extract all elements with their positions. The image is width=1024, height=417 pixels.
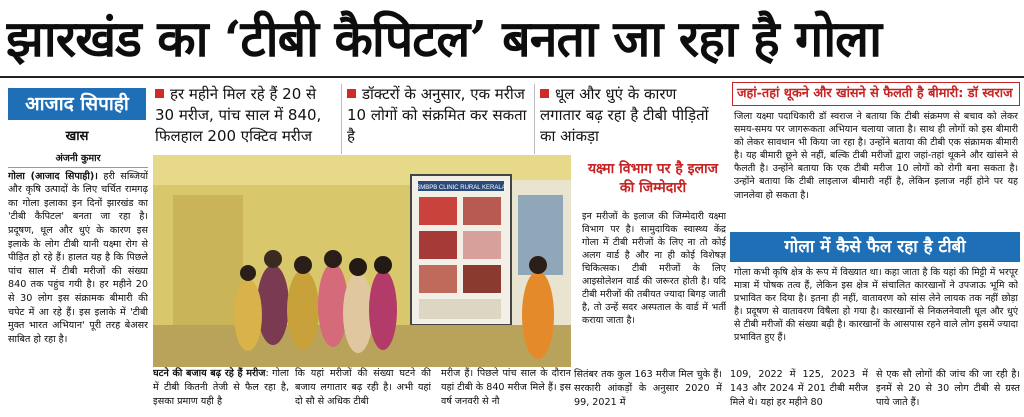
- dateline: गोला (आजाद सिपाही)।: [8, 170, 98, 182]
- highlight-1: [155, 84, 337, 156]
- caption-column-3: मरीज हैं। पिछले पांच साल के दौरान यहां टीबी के 840 मरीज मिले हैं। इस वर्ष जनवरी से नौ: [441, 368, 571, 407]
- highlight-2-text: डॉक्टरों के अनुसार, एक मरीज 10 लोगों को संक्रमित कर सकता है: [347, 85, 527, 145]
- right-paragraph-2: गोला कभी कृषि क्षेत्र के रूप में विख्यात था। कहा जाता है कि यहां की मिट्टी में भरपूर मात्रा में पोषक तत्व हैं, लेकिन इस क्षेत्र में संचालित कारखानों ने उपजाऊ भूमि को प्रभावित कर दिया है। इतना ही नहीं, वातावरण को सांस लेने लायक तक नहीं छोड़ा है। प्रदूषण से वातावरण विषैला हो गया है। कारखानों से निकलनेवाली धूल और धुएं से टीबी मरीजों की संख्या बढ़ी है। कारखानों के आसपास रहने वाले लोग इसमें ज्यादा प्रभावित हुए हैं।: [734, 267, 1018, 344]
- bottom-column-3: से एक सौ लोगों की जांच की जा रही है। इनमें से 20 से 30 लोग टीबी से ग्रस्त पाये जाते हैं।: [876, 369, 1020, 408]
- right-paragraph-1: जिला यक्ष्मा पदाधिकारी डॉ स्वराज ने बताया कि टीबी संक्रमण से बचाव को लेकर समय-समय पर जागरूकता अभियान चलाया जाता है। साथ ही लोगों को इस बीमारी को लेकर सावधान भी किया जा रहा है। उन्होंने बताया की टीबी एक संक्रामक बीमारी है। यह बीमारी छूने से नहीं, बल्कि टीबी मरीजों द्वारा जहां-तहां थूकने और खांसने से फैलती है। उन्होंने बताया कि एक टीबी मरीज 10 लोगों को रोगी बना सकता है। उन्होंने बताया कि टीबी लाइलाज बीमारी नहीं है, लेकिन इलाज नहीं होने पर यह जानलेवा हो सकता है।: [734, 111, 1018, 201]
- bottom-column-1: सितंबर तक कुल 163 मरीज मिल चुके हैं। सरकारी आंकड़ों के अनुसार 2020 में 99, 2021 में: [574, 369, 722, 408]
- highlight-2: [347, 84, 529, 156]
- highlight-3-text: धूल और धुएं के कारण लगातार बढ़ रहा है टीबी पीड़ितों का आंकड़ा: [540, 85, 709, 145]
- highlight-3: [540, 84, 722, 156]
- bottom-columns: [574, 368, 1024, 417]
- photo-caption: [153, 367, 571, 417]
- sidebar-title: यक्ष्मा विभाग पर है इलाज की जिम्मेदारी: [587, 161, 719, 196]
- caption-column-1: [153, 367, 289, 417]
- author-name: अंजनी कुमार: [8, 152, 148, 168]
- right-banner: गोला में कैसे फैल रहा है टीबी: [730, 232, 1020, 262]
- divider: [534, 84, 535, 154]
- highlight-1-text: हर महीने मिल रहे हैं 20 से 30 मरीज, पांच साल में 840, फिलहाल 200 एक्टिव मरीज: [155, 85, 322, 145]
- right-subheadline: जहां-तहां थूकने और खांसने से फैलती है बीमारी: डॉ स्वराज: [732, 82, 1020, 106]
- poster-header: SMBPB CLINIC RURAL KERALA: [416, 185, 506, 191]
- photo-illustration: [153, 155, 571, 367]
- bottom-column-2: 109, 2022 में 125, 2023 में 143 और 2024 में 201 टीबी मरीज मिले थे। यहां हर महीने 80: [730, 369, 868, 408]
- headline-rule: [0, 76, 1024, 78]
- red-bullet-icon: [540, 89, 549, 98]
- byline-box: [8, 88, 146, 148]
- news-photo: [153, 155, 571, 367]
- byline-tag: खास: [65, 129, 89, 144]
- left-body-text: हरी सब्जियों और कृषि उत्पादों के लिए चर्चित रामगढ़ का गोला इलाका इन दिनों झारखंड का 'टीबी कैपिटल' बनता जा रहा है। प्रदूषण, धूल और धुएं के कारण इस इलाके के लोग टीबी यानी यक्ष्मा रोग से पीड़ित हो रहे हैं। हालत यह है कि पिछले पांच साल में टीबी मरीजों की संख्या 840 तक पहुंच गयी है। हर महीने 20 से 30 लोग इस संक्रामक बीमारी की चपेट में आ रहे हैं। इस इलाके में 'टीबी मुक्त भारत अभियान' पूरी तरह बेअसर साबित हो रहा है।: [8, 170, 148, 345]
- sidebar-body: इन मरीजों के इलाज की जिम्मेदारी यक्ष्मा विभाग पर है। सामुदायिक स्वास्थ्य केंद्र गोला में टीबी मरीजों के लिए ना तो कोई अलग वार्ड है और ना ही कोई विशेषज्ञ चिकित्सक। टीबी मरीजों के लिए आइसोलेशन वार्ड की जरूरत होती है। यदि टीबी मरीजों की तबीयत ज्यादा बिगड़ जाती है, तो उन्हें सदर अस्पताल के वार्ड में भर्ती कराया जाता है।: [582, 211, 726, 326]
- left-column-body: [8, 170, 148, 347]
- caption-lead: घटने की बजाय बढ़ रहे हैं मरीज: [153, 368, 266, 379]
- caption-column-2: कि यहां मरीजों की संख्या घटने की बजाय लगातार बढ़ रही है। अभी यहां दो सौ से अधिक टीबी: [295, 368, 431, 407]
- byline-name: आजाद सिपाही: [8, 88, 146, 120]
- red-bullet-icon: [155, 89, 164, 98]
- caption-text-1: : गोला में टीबी कितनी तेजी से फैल रहा है, इसका प्रमाण यही है: [153, 368, 289, 407]
- headline: झारखंड का ‘टीबी कैपिटल’ बनता जा रहा है गोला: [6, 9, 882, 68]
- red-bullet-icon: [347, 89, 356, 98]
- left-column: [8, 152, 148, 414]
- divider: [341, 84, 342, 154]
